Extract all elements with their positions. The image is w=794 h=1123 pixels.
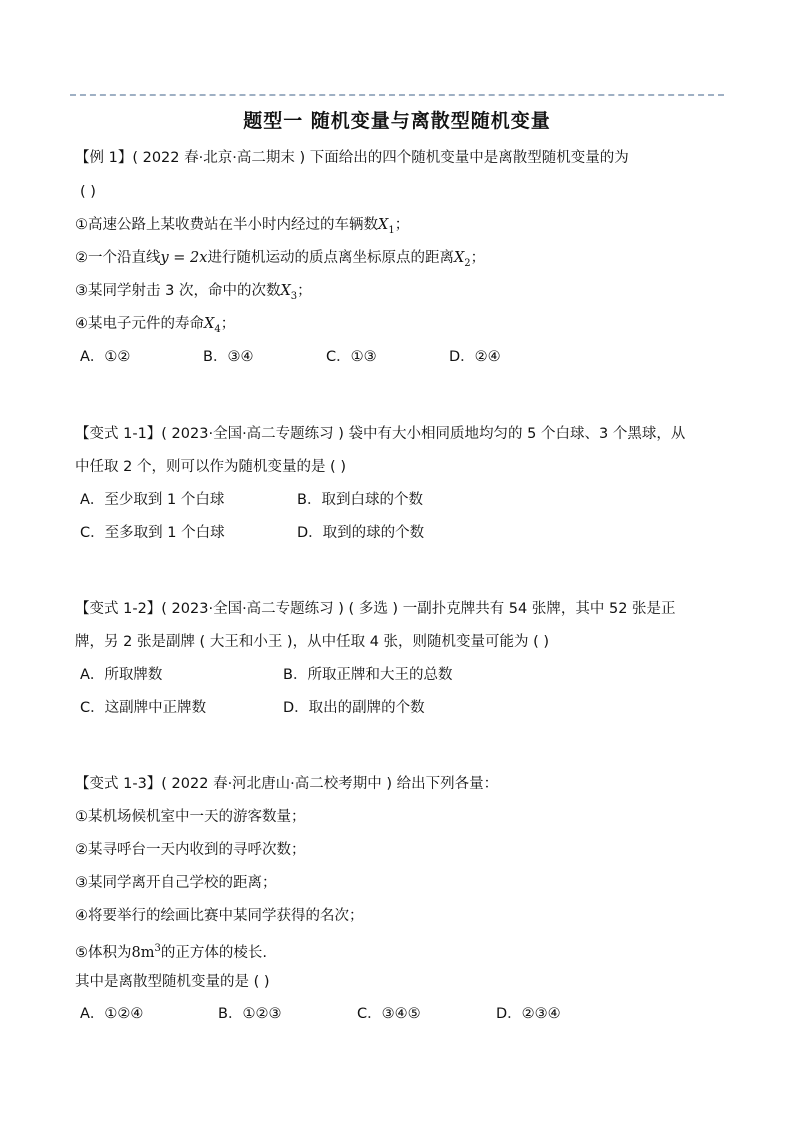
example-1-item-3: ③某同学射击 3 次，命中的次数$X_3$； bbox=[75, 283, 312, 302]
variant-1-2-question-cont: 牌，另 2 张是副牌 ( 大王和小王 )，从中任取 4 张，则随机变量可能为 ( ) bbox=[75, 634, 550, 650]
variant-1-3-item-3: ③某同学离开自己学校的距离； bbox=[75, 875, 277, 891]
variant-1-3-item-2: ②某寻呼台一天内收到的寻呼次数； bbox=[75, 842, 306, 858]
variant-1-2-option-a: A．所取牌数 bbox=[80, 667, 163, 683]
variant-1-1-option-a: A．至少取到 1 个白球 bbox=[80, 492, 225, 508]
example-1-item-2: ②一个沿直线y = 2x进行随机运动的质点离坐标原点的距离$X_2$； bbox=[75, 250, 486, 269]
variant-1-3-question: 【变式 1-3】( 2022 春·河北唐山·高二校考期中 ) 给出下列各量： bbox=[75, 776, 499, 792]
variant-1-3-option-d: D．②③④ bbox=[496, 1006, 561, 1022]
example-1-option-b: B．③④ bbox=[203, 349, 254, 365]
variant-1-3-option-c: C．③④⑤ bbox=[357, 1006, 421, 1022]
header-divider bbox=[70, 94, 724, 96]
variant-1-2-option-b: B．所取正牌和大王的总数 bbox=[283, 667, 453, 683]
example-1-item-4: ④某电子元件的寿命$X_4$； bbox=[75, 316, 236, 335]
example-1-question: 【例 1】( 2022 春·北京·高二期末 ) 下面给出的四个随机变量中是离散型随机变量的为 bbox=[75, 150, 629, 166]
variant-1-2-option-c: C．这副牌中正牌数 bbox=[80, 700, 207, 716]
variant-1-2-question: 【变式 1-2】( 2023·全国·高二专题练习 ) ( 多选 ) 一副扑克牌共有 54 张牌，其中 52 张是正 bbox=[75, 601, 676, 617]
variant-1-1-question-cont: 中任取 2 个，则可以作为随机变量的是 ( ) bbox=[75, 459, 346, 475]
variant-1-3-option-a: A．①②④ bbox=[80, 1006, 144, 1022]
variant-1-1-question: 【变式 1-1】( 2023·全国·高二专题练习 ) 袋中有大小相同质地均匀的 5 个白球、3 个黑球，从 bbox=[75, 426, 686, 442]
variant-1-3-item-4: ④将要举行的绘画比赛中某同学获得的名次； bbox=[75, 908, 364, 924]
variant-1-1-option-b: B．取到白球的个数 bbox=[297, 492, 423, 508]
variant-1-3-ask: 其中是离散型随机变量的是 ( ) bbox=[75, 974, 270, 990]
example-1-option-c: C．①③ bbox=[326, 349, 377, 365]
example-1-item-1: ①高速公路上某收费站在半小时内经过的车辆数$X_1$； bbox=[75, 217, 410, 236]
example-1-option-d: D．②④ bbox=[449, 349, 501, 365]
variant-1-1-option-d: D．取到的球的个数 bbox=[297, 525, 425, 541]
example-1-answer-paren: ( ) bbox=[80, 184, 96, 200]
example-1-option-a: A．①② bbox=[80, 349, 131, 365]
variant-1-1-option-c: C．至多取到 1 个白球 bbox=[80, 525, 225, 541]
variant-1-2-option-d: D．取出的副牌的个数 bbox=[283, 700, 425, 716]
section-title: 题型一 随机变量与离散型随机变量 bbox=[243, 110, 551, 132]
variant-1-3-item-5: ⑤体积为$8m^3$的正方体的棱长. bbox=[75, 943, 267, 961]
variant-1-3-option-b: B．①②③ bbox=[218, 1006, 282, 1022]
variant-1-3-item-1: ①某机场候机室中一天的游客数量； bbox=[75, 809, 306, 825]
